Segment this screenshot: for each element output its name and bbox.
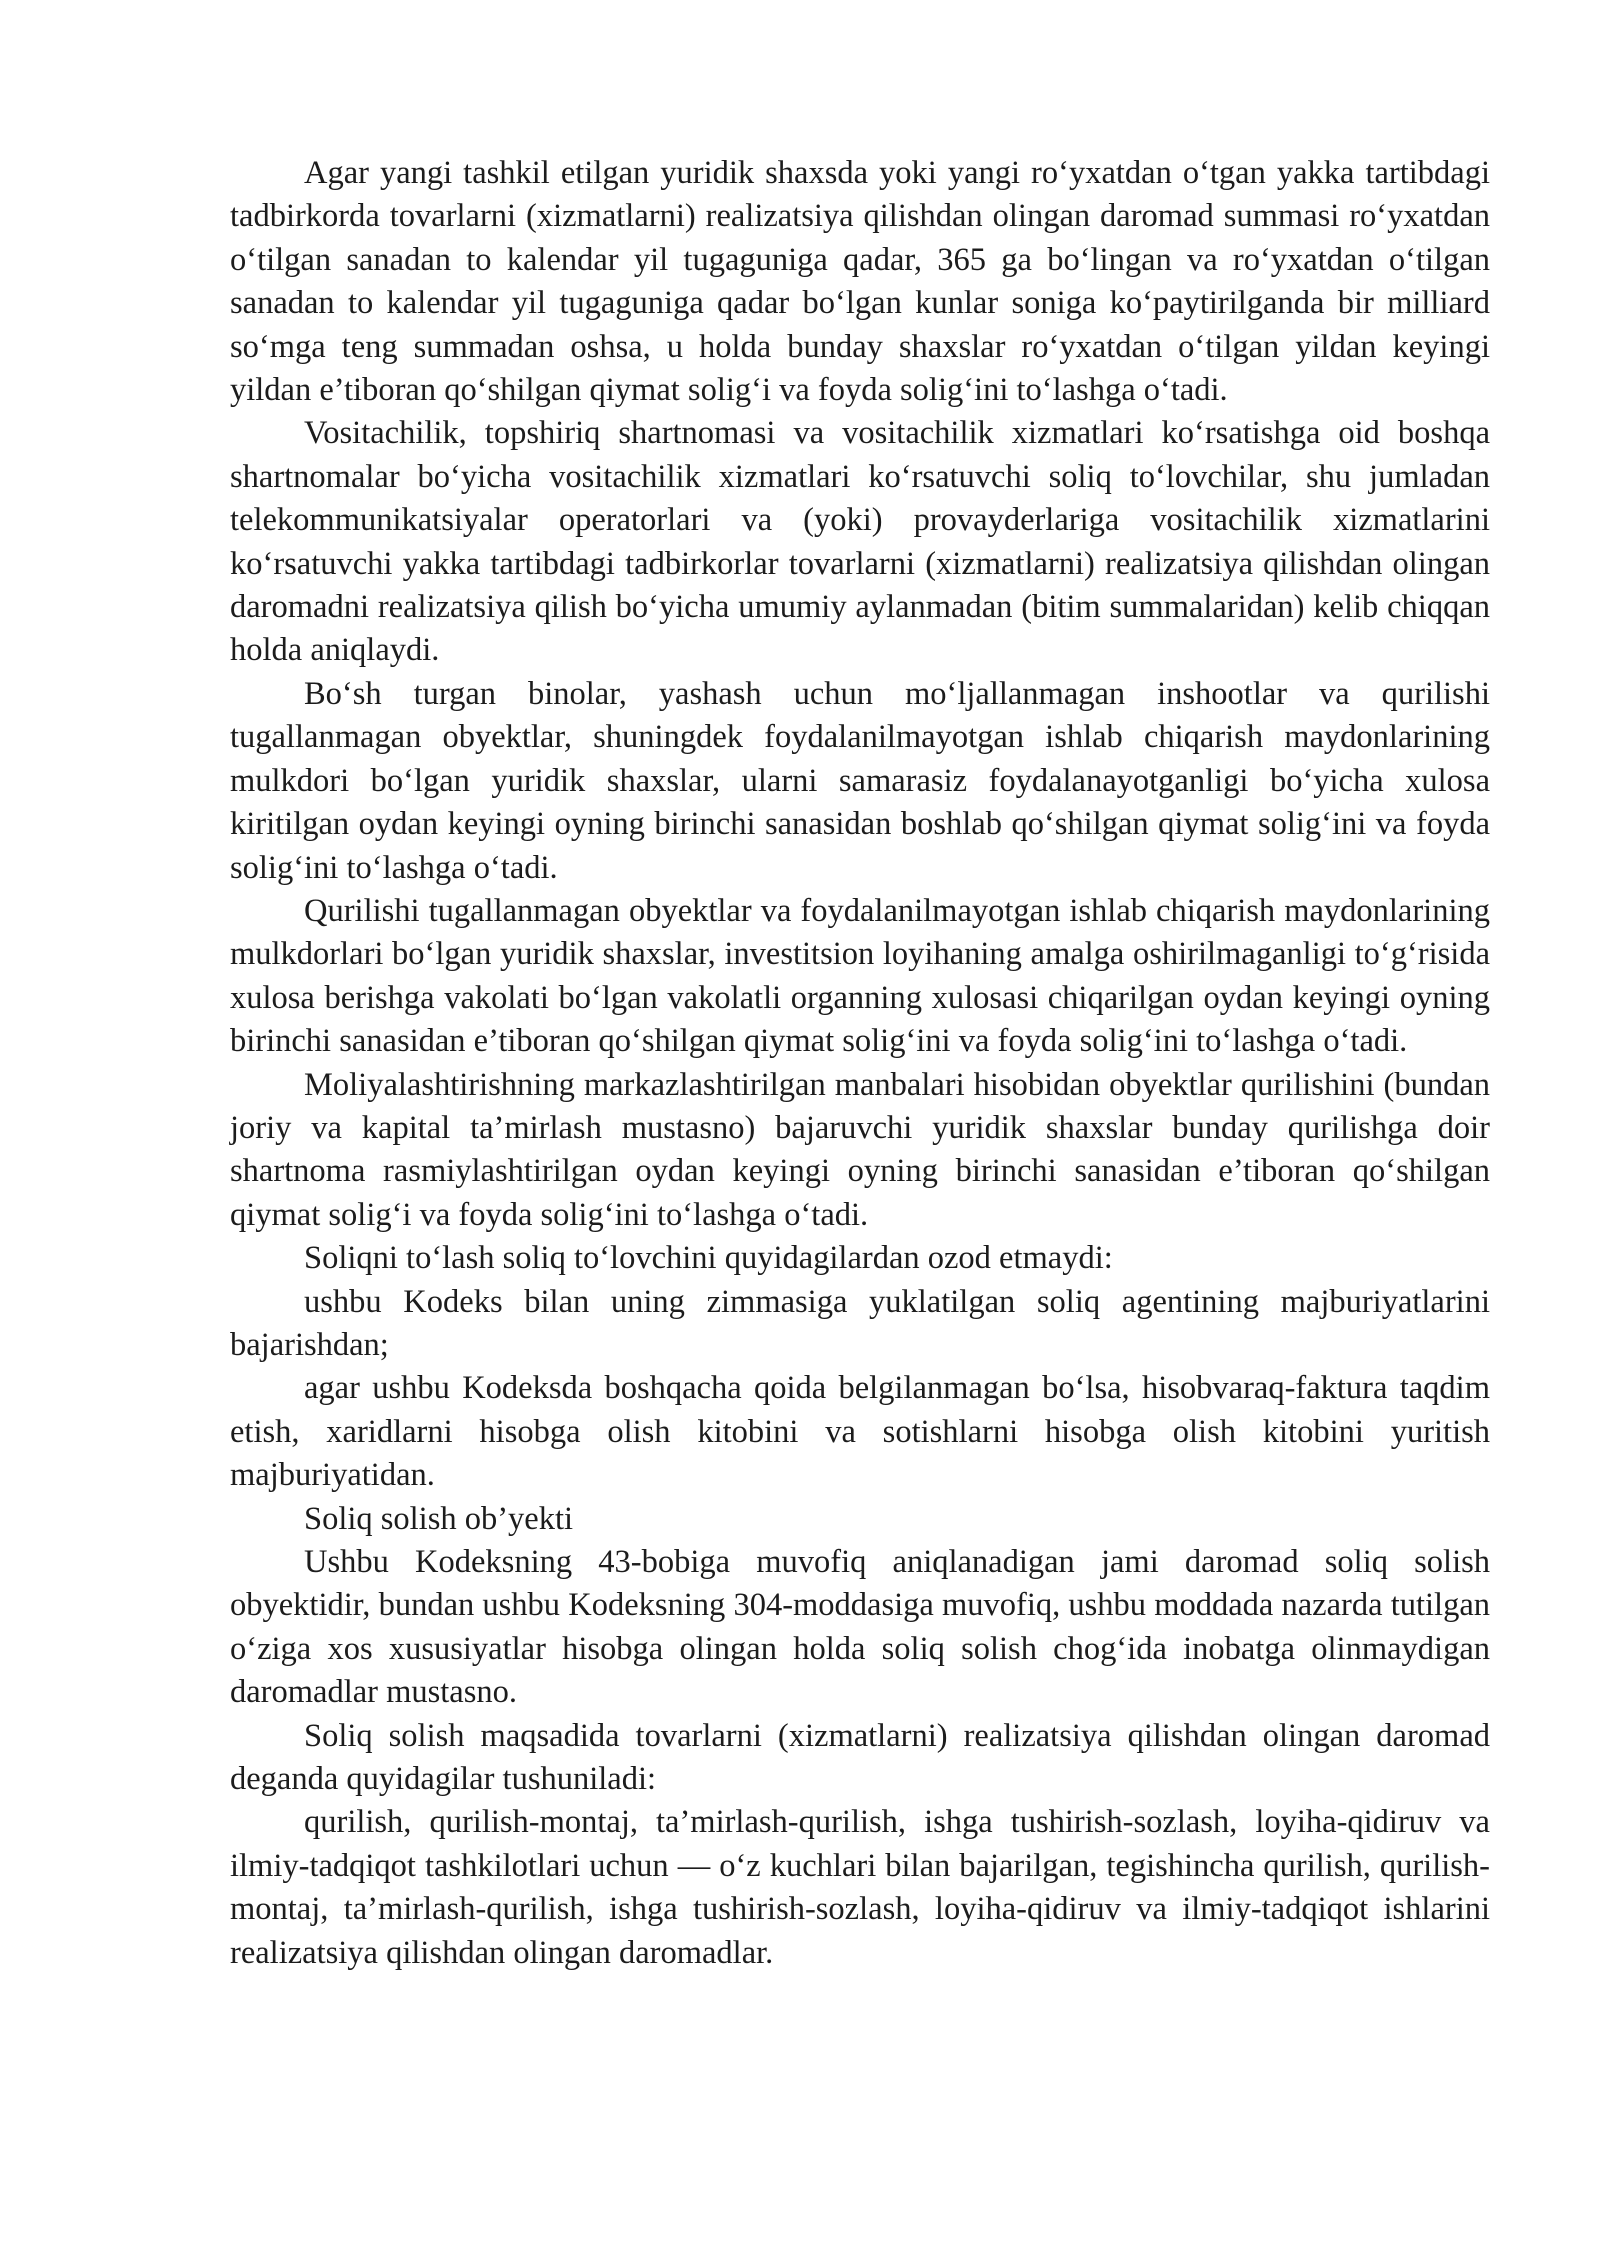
- paragraph-centralized-financing: Moliyalashtirishning markazlashtirilgan manbalari hisobidan obyektlar qurilishini (bundan joriy va kapital ta’mirlash mustasno) bajaruvchi yuridik shaxslar bunday qurilishga doir shartnoma rasmiylashtirilgan oydan keyingi oyning birinchi sanasidan e’tiboran qo‘shilgan qiymat solig‘i va foyda solig‘ini to‘lashga o‘tadi.: [230, 1066, 1490, 1233]
- paragraph-new-entity-threshold: Agar yangi tashkil etilgan yuridik shaxsda yoki yangi ro‘yxatdan o‘tgan yakka tartibdagi tadbirkorda tovarlarni (xizmatlarni) realizatsiya qilishdan olingan daromad summasi ro‘yxatdan o‘tilgan sanadan to kalendar yil tugaguniga qadar, 365 ga bo‘lingan va ro‘yxatdan o‘tilgan sanadan to kalendar yil tugaguniga qadar bo‘lgan kunlar soniga ko‘paytirilganda bir milliard so‘mga teng summadan oshsa, u holda bunday shaxslar ro‘yxatdan o‘tilgan yildan keyingi yildan e’tiboran qo‘shilgan qiymat solig‘i va foyda solig‘ini to‘lashga o‘tadi.: [230, 155, 1490, 409]
- paragraph-construction-income: qurilish, qurilish-montaj, ta’mirlash-qurilish, ishga tushirish-sozlash, loyiha-qidiruv va ilmiy-tadqiqot tashkilotlari uchun — o‘z kuchlari bilan bajarilgan, tegishincha qurilish, qurilish-montaj, ta’mirlash-qurilish, ishga tushirish-sozlash, loyiha-qidiruv va ilmiy-tadqiqot ishlarini realizatsiya qilishdan olingan daromadlar.: [230, 1804, 1490, 1971]
- paragraph-idle-buildings: Bo‘sh turgan binolar, yashash uchun mo‘ljallanmagan inshootlar va qurilishi tugallanmagan obyektlar, shuningdek foydalanilmayotgan ishlab chiqarish maydonlarining mulkdori bo‘lgan yuridik shaxslar, ularni samarasiz foydalanayotganligi bo‘yicha xulosa kiritilgan oydan keyingi oyning birinchi sanasidan boshlab qo‘shilgan qiymat solig‘ini va foyda solig‘ini to‘lashga o‘tadi.: [230, 675, 1490, 886]
- paragraph-invoice-duties: agar ushbu Kodeksda boshqacha qoida belgilanmagan bo‘lsa, hisobvaraq-faktura taqdim etish, xaridlarni hisobga olish kitobini va sotishlarni hisobga olish kitobini yuritish majburiyatidan.: [230, 1370, 1490, 1494]
- paragraph-unfinished-objects: Qurilishi tugallanmagan obyektlar va foydalanilmayotgan ishlab chiqarish maydonlarining mulkdorlari bo‘lgan yuridik shaxslar, investitsion loyihaning amalga oshirilmaganligi to‘g‘risida xulosa berishga vakolati bo‘lgan vakolatli organning xulosasi chiqarilgan oydan keyingi oyning birinchi sanasidan e’tiboran qo‘shilgan qiymat solig‘ini va foyda solig‘ini to‘lashga o‘tadi.: [230, 892, 1490, 1060]
- paragraph-sales-income-intro: Soliq solish maqsadida tovarlarni (xizmatlarni) realizatsiya qilishdan olingan daromad deganda quyidagilar tushuniladi:: [230, 1717, 1490, 1798]
- paragraph-tax-agent-duties: ushbu Kodeks bilan uning zimmasiga yuklatilgan soliq agentining majburiyatlarini bajarishdan;: [230, 1283, 1490, 1363]
- section-heading-tax-object: Soliq solish ob’yekti: [304, 1500, 574, 1537]
- paragraph-total-income: Ushbu Kodeksning 43-bobiga muvofiq aniqlanadigan jami daromad soliq solish obyektidir, bundan ushbu Kodeksning 304-moddasiga muvofiq, ushbu moddada nazarda tutilgan o‘ziga xos xususiyatlar hisobga olingan holda soliq solish chog‘ida inobatga olinmaydigan daromadlar mustasno.: [230, 1544, 1490, 1711]
- document-page: [230, 152, 1490, 1975]
- paragraph-intermediary-services: Vositachilik, topshiriq shartnomasi va vositachilik xizmatlari ko‘rsatishga oid boshqa shartnomalar bo‘yicha vositachilik xizmatlari ko‘rsatuvchi soliq to‘lovchilar, shu jumladan telekommunikatsiyalar operatorlari va (yoki) provayderlariga vositachilik xizmatlarini ko‘rsatuvchi yakka tartibdagi tadbirkorlar tovarlarni (xizmatlarni) realizatsiya qilishdan olingan daromadni realizatsiya qilish bo‘yicha umumiy aylanmadan (bitim summalaridan) kelib chiqqan holda aniqlaydi.: [230, 415, 1490, 669]
- paragraph-not-exempt-intro: Soliqni to‘lash soliq to‘lovchini quyidagilardan ozod etmaydi:: [304, 1240, 1113, 1277]
